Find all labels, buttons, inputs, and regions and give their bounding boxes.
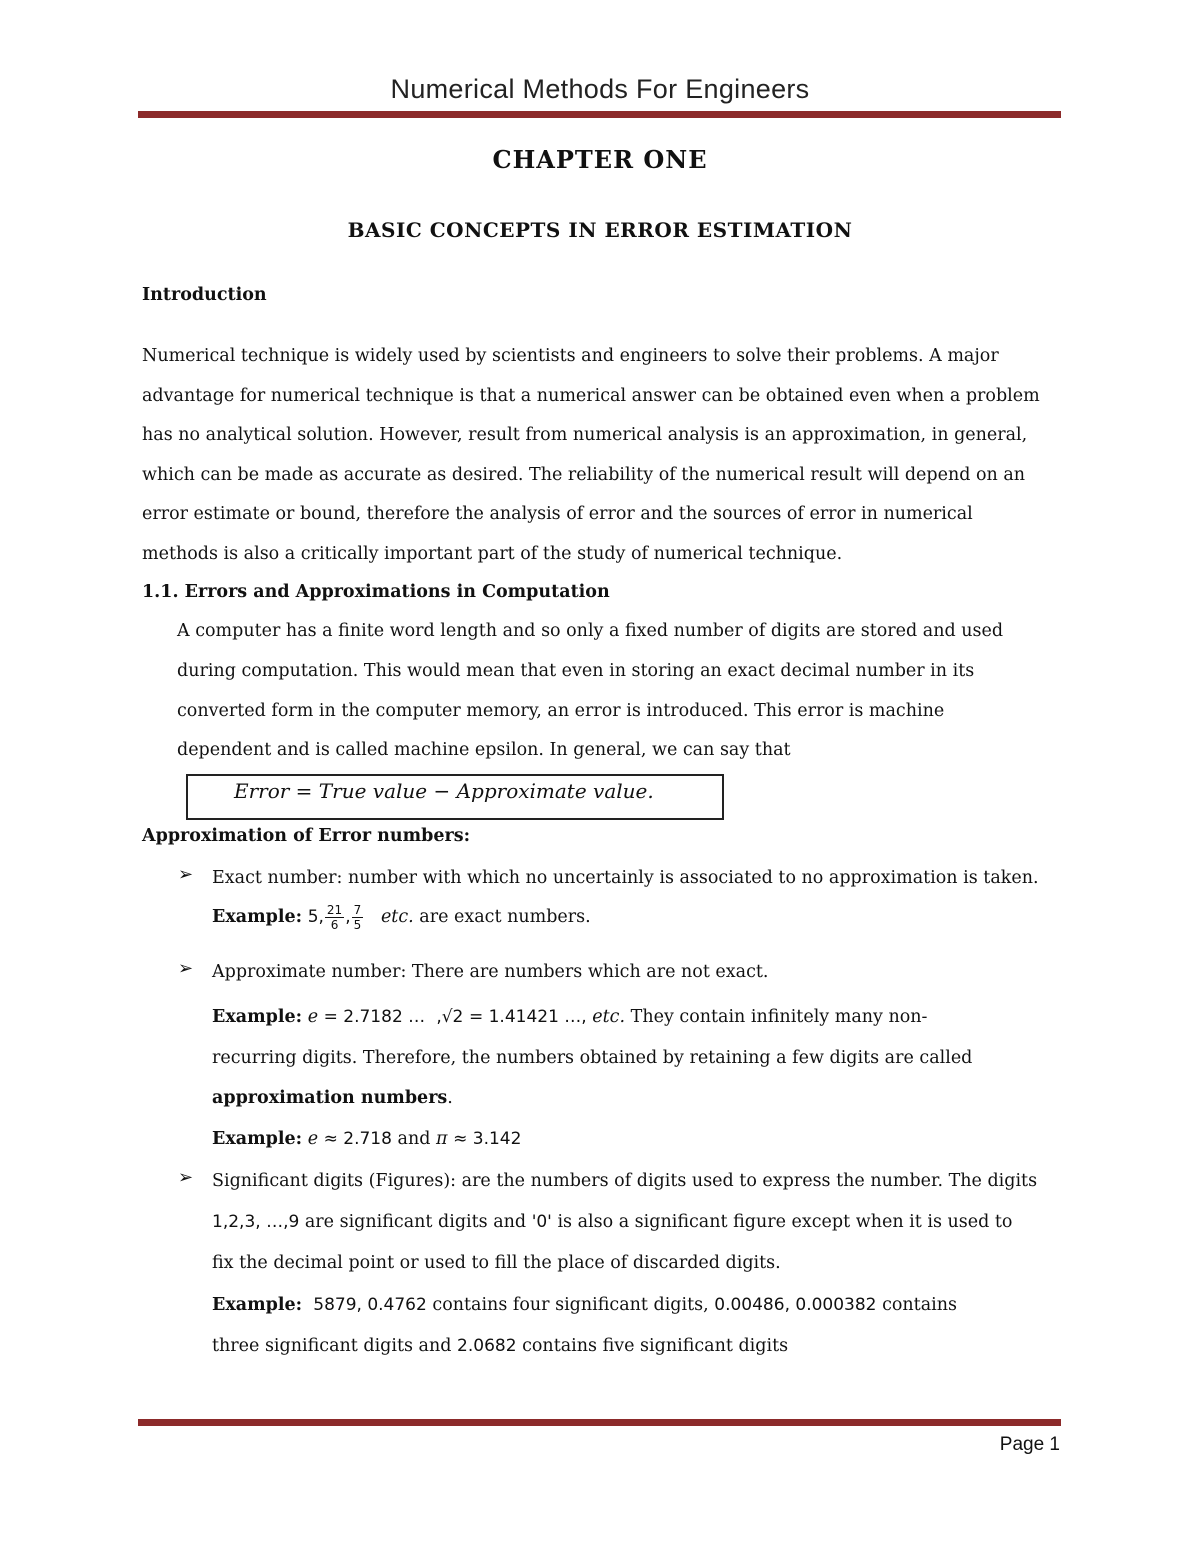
page-number: Page 1 [999,1434,1060,1455]
running-header: Numerical Methods For Engineers [390,74,810,104]
e-symbol: e [307,1129,319,1149]
significant-text: are significant digits and [304,1212,527,1232]
example-text: three significant digits and [212,1336,452,1356]
fraction [352,903,364,932]
fraction-denominator: 6 [330,918,339,932]
approx-tail: They contain infinitely many non- [630,1007,928,1027]
pi-value: ≈ 3.142 [453,1129,522,1149]
chapter-subtitle: BASIC CONCEPTS IN ERROR ESTIMATION [347,218,853,242]
significant-text: is also a significant figure except when it is used to [557,1212,1013,1232]
example-values: 5879, 0.4762 [313,1295,427,1315]
example-values: 0.00486, 0.000382 [714,1295,877,1315]
intro-line: Numerical technique is widely used by scientists and engineers to solve their problems. A major [142,346,999,366]
intro-line: which can be made as accurate as desired. The reliability of the numerical result will depend on an [142,465,1026,485]
section-heading [142,580,610,604]
example-value: 5, [307,907,324,927]
example-label: Example: [212,1129,303,1149]
intro-line: methods is also a critically important part of the study of numerical technique. [142,544,843,564]
approx-heading: Approximation of Error numbers: [142,826,471,846]
significant-example [212,1293,957,1317]
approximate-example [212,1005,927,1029]
intro-heading: Introduction [142,285,267,305]
header-rule [138,111,1061,118]
fraction [325,903,344,932]
significant-line [212,1210,1012,1234]
chapter-title: CHAPTER ONE [492,145,708,174]
approximate-line [212,1086,453,1110]
significant-example-cont [212,1334,788,1358]
bold-term: approximation numbers [212,1088,448,1108]
section-line: dependent and is called machine epsilon. In general, we can say that [177,740,791,760]
section-line: during computation. This would mean that even in storing an exact decimal number in its [177,661,975,681]
e-value: ≈ 2.718 [323,1129,392,1149]
pi-symbol: π [436,1129,448,1149]
intro-line: error estimate or bound, therefore the analysis of error and the sources of error in numerical [142,504,973,524]
approximate-example-2 [212,1127,521,1151]
zero-symbol: '0' [531,1212,552,1232]
approximate-number-text: Approximate number: There are numbers which are not exact. [212,962,769,982]
example-text: contains four significant digits, [432,1295,709,1315]
example-label: Example: [212,1295,303,1315]
significant-line: fix the decimal point or used to fill the place of discarded digits. [212,1253,781,1273]
period: . [447,1088,453,1108]
example-label: Example: [212,907,303,927]
etc-text: etc. [592,1007,626,1027]
etc-text: etc. [380,907,414,927]
comma: , [345,907,351,927]
section-number: 1.1. [142,582,179,602]
significant-line: Significant digits (Figures): are the numbers of digits used to express the number. The digits [212,1171,1038,1191]
section-title: Errors and Approximations in Computation [184,582,610,602]
intro-line: advantage for numerical technique is that a numerical answer can be obtained even when a problem [142,386,1040,406]
sqrt-value: = 1.41421 …, [468,1007,587,1027]
fraction-numerator: 21 [326,903,343,917]
sqrt-symbol: ,√2 [436,1007,464,1027]
e-symbol: e [307,1007,319,1027]
bullet-arrow-icon: ➢ [178,864,194,885]
example-tail: are exact numbers. [419,907,591,927]
and-text: and [397,1129,431,1149]
error-formula: Error = True value − Approximate value. [234,779,654,803]
fraction-denominator: 5 [353,918,362,932]
example-label: Example: [212,1007,303,1027]
digit-list: 1,2,3, …,9 [212,1212,300,1232]
example-text: contains five significant digits [522,1336,789,1356]
section-line: converted form in the computer memory, an error is introduced. This error is machine [177,701,945,721]
footer-rule [138,1419,1061,1426]
bullet-arrow-icon: ➢ [178,1167,194,1188]
approximate-line: recurring digits. Therefore, the numbers obtained by retaining a few digits are called [212,1048,973,1068]
intro-line: has no analytical solution. However, result from numerical analysis is an approximation, in general, [142,425,1028,445]
exact-example [212,903,591,932]
bullet-arrow-icon: ➢ [178,958,194,979]
e-value: = 2.7182 … [323,1007,426,1027]
example-value: 2.0682 [457,1336,517,1356]
exact-number-text: Exact number: number with which no uncertainly is associated to no approximation is taken. [212,868,1039,888]
example-text: contains [882,1295,957,1315]
section-line: A computer has a finite word length and so only a fixed number of digits are stored and used [177,621,1004,641]
fraction-numerator: 7 [353,903,362,917]
